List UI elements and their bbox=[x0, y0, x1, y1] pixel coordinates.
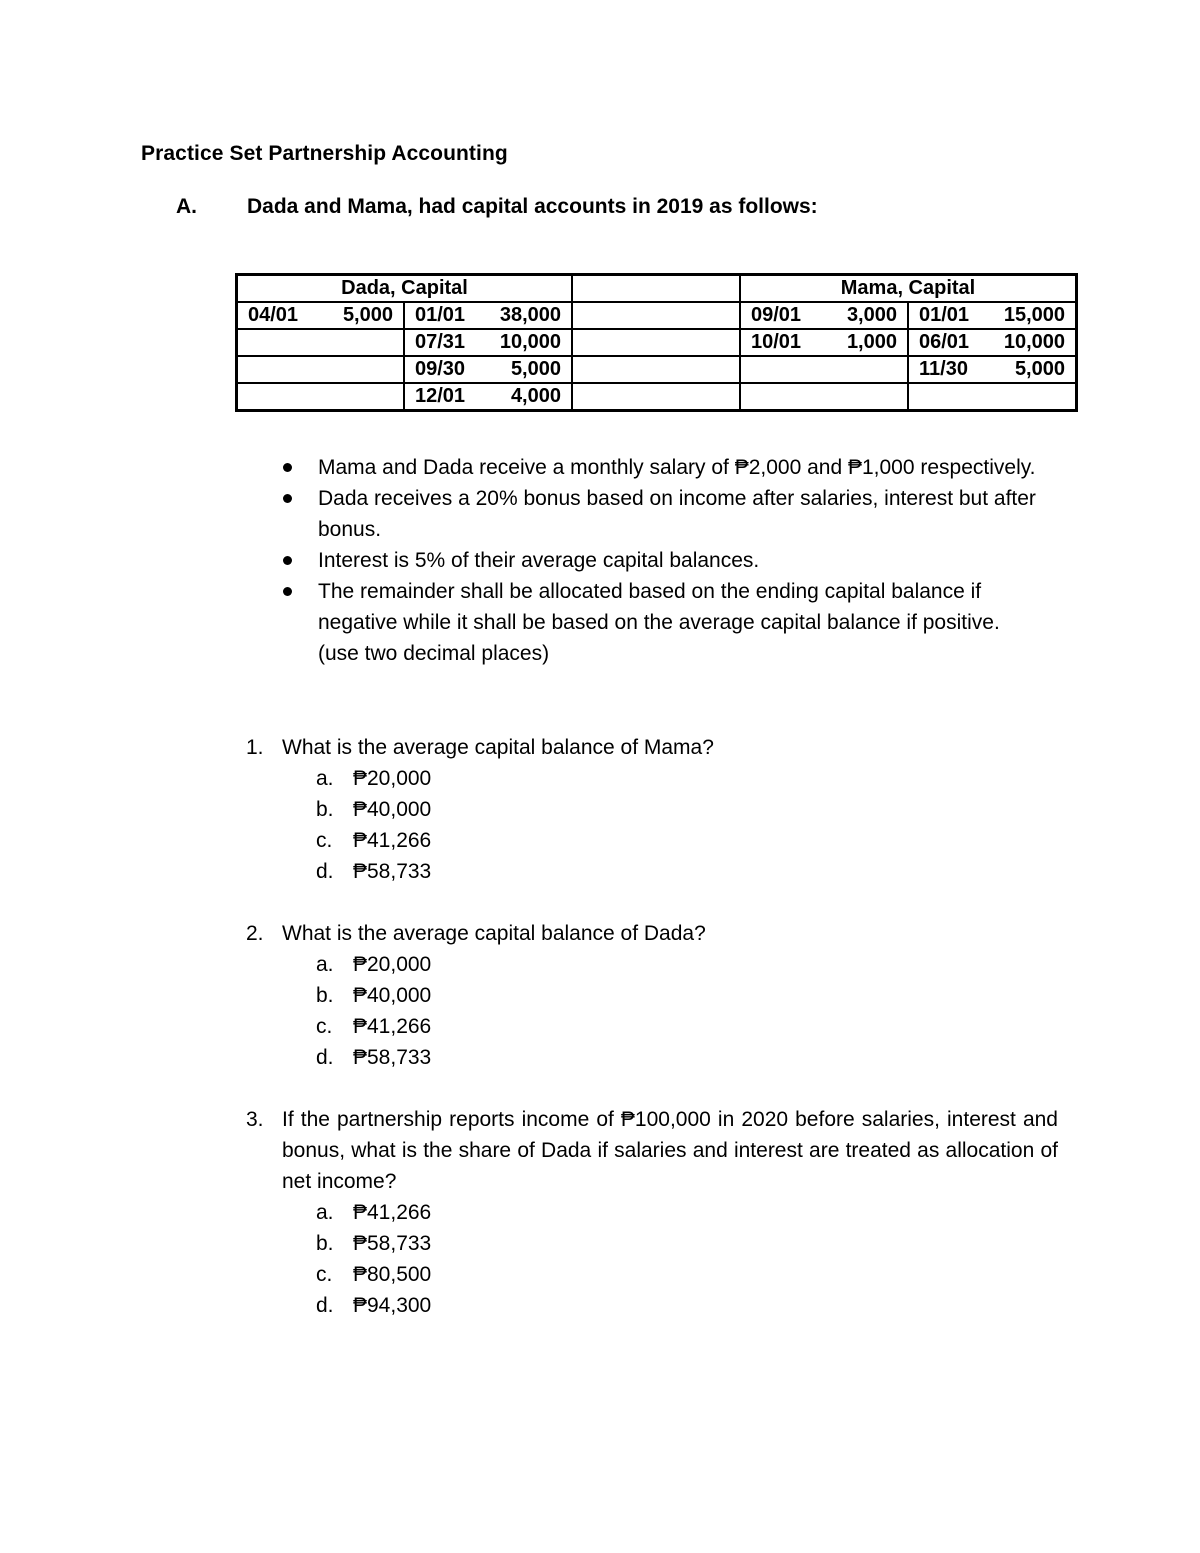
dada-credit-cell bbox=[404, 302, 572, 329]
option-label: c. bbox=[316, 829, 333, 852]
table-row bbox=[237, 356, 1077, 383]
option-text: ₱94,300 bbox=[353, 1294, 432, 1317]
option-text: ₱41,266 bbox=[353, 1015, 432, 1038]
option-text: ₱58,733 bbox=[353, 1232, 432, 1255]
option-text: ₱40,000 bbox=[353, 984, 432, 1007]
mama-credit-cell bbox=[908, 302, 1077, 329]
option-label: d. bbox=[316, 860, 334, 883]
option-text: ₱58,733 bbox=[353, 860, 432, 883]
mama-credit-cell bbox=[908, 329, 1077, 356]
question-3 bbox=[246, 1104, 1058, 1321]
mama-credit-cell bbox=[908, 383, 1077, 411]
dada-credit-cell bbox=[404, 383, 572, 411]
answer-option bbox=[316, 794, 1058, 825]
dada-credit-cell bbox=[404, 356, 572, 383]
section-heading: Dada and Mama, had capital accounts in 2019 as follows: bbox=[247, 195, 818, 218]
entry-date: 06/01 bbox=[919, 331, 970, 353]
bullet-icon bbox=[283, 463, 292, 472]
assumptions-list bbox=[283, 452, 1043, 669]
answer-options bbox=[316, 1197, 1058, 1321]
answer-options bbox=[316, 949, 1058, 1073]
entry-amount: 1,000 bbox=[846, 331, 897, 353]
entry-amount: 15,000 bbox=[1003, 304, 1065, 326]
list-item bbox=[283, 576, 1043, 669]
question-2 bbox=[246, 918, 1058, 1073]
page-title: Practice Set Partnership Accounting bbox=[141, 142, 508, 165]
option-text: ₱58,733 bbox=[353, 1046, 432, 1069]
answer-option bbox=[316, 1197, 1058, 1228]
bullet-text: Dada receives a 20% bonus based on income after salaries, interest but after bonus. bbox=[318, 487, 1036, 541]
option-label: c. bbox=[316, 1015, 333, 1038]
answer-option bbox=[316, 856, 1058, 887]
answer-option bbox=[316, 1042, 1058, 1073]
dada-credit-cell bbox=[404, 329, 572, 356]
mama-debit-cell bbox=[740, 356, 908, 383]
bullet-icon bbox=[283, 556, 292, 565]
capital-accounts-table bbox=[235, 273, 1078, 412]
option-label: a. bbox=[316, 767, 334, 790]
bullet-icon bbox=[283, 494, 292, 503]
answer-option bbox=[316, 1228, 1058, 1259]
option-label: b. bbox=[316, 798, 334, 821]
entry-date: 04/01 bbox=[248, 304, 299, 326]
spacer-cell bbox=[572, 275, 740, 303]
bullet-icon bbox=[283, 587, 292, 596]
option-label: c. bbox=[316, 1263, 333, 1286]
section-letter: A. bbox=[176, 195, 197, 218]
entry-amount: 10,000 bbox=[1003, 331, 1065, 353]
bullet-text: Mama and Dada receive a monthly salary of ₱2,000 and ₱1,000 respectively. bbox=[318, 456, 1036, 479]
option-text: ₱41,266 bbox=[353, 1201, 432, 1224]
dada-debit-cell bbox=[237, 383, 405, 411]
answer-option bbox=[316, 763, 1058, 794]
entry-date: 10/01 bbox=[751, 331, 802, 353]
question-number: 2. bbox=[246, 922, 264, 945]
mama-debit-cell bbox=[740, 329, 908, 356]
bullet-text: Interest is 5% of their average capital balances. bbox=[318, 549, 760, 572]
list-item bbox=[283, 545, 1043, 576]
entry-date: 11/30 bbox=[919, 358, 968, 380]
entry-date: 09/30 bbox=[415, 358, 466, 380]
list-item bbox=[283, 483, 1043, 545]
entry-date: 01/01 bbox=[919, 304, 970, 326]
entry-amount: 38,000 bbox=[499, 304, 561, 326]
answer-option bbox=[316, 1011, 1058, 1042]
entry-amount: 5,000 bbox=[1014, 358, 1065, 380]
answer-options bbox=[316, 763, 1058, 887]
dada-debit-cell bbox=[237, 329, 405, 356]
bullet-text: The remainder shall be allocated based on the ending capital balance if negative while it shall be based on the average capital balance if positive. (use two decimal places) bbox=[318, 580, 1000, 665]
spacer-cell bbox=[572, 329, 740, 356]
entry-date: 01/01 bbox=[415, 304, 466, 326]
spacer-cell bbox=[572, 383, 740, 411]
option-label: d. bbox=[316, 1294, 334, 1317]
dada-capital-header: Dada, Capital bbox=[237, 275, 573, 303]
table-row bbox=[237, 383, 1077, 411]
option-text: ₱41,266 bbox=[353, 829, 432, 852]
option-label: d. bbox=[316, 1046, 334, 1069]
answer-option bbox=[316, 949, 1058, 980]
entry-date: 09/01 bbox=[751, 304, 802, 326]
option-label: b. bbox=[316, 1232, 334, 1255]
table-header-row bbox=[237, 275, 1077, 303]
mama-credit-cell bbox=[908, 356, 1077, 383]
option-label: a. bbox=[316, 953, 334, 976]
option-text: ₱40,000 bbox=[353, 798, 432, 821]
answer-option bbox=[316, 825, 1058, 856]
question-number: 1. bbox=[246, 736, 264, 759]
question-stem: What is the average capital balance of Dada? bbox=[282, 922, 706, 945]
question-1 bbox=[246, 732, 1058, 887]
spacer-cell bbox=[572, 356, 740, 383]
dada-debit-cell bbox=[237, 356, 405, 383]
option-text: ₱80,500 bbox=[353, 1263, 432, 1286]
mama-debit-cell bbox=[740, 302, 908, 329]
table-row bbox=[237, 329, 1077, 356]
option-label: a. bbox=[316, 1201, 334, 1224]
option-text: ₱20,000 bbox=[353, 767, 432, 790]
question-stem: If the partnership reports income of ₱100,000 in 2020 before salaries, interest and bonus, what is the share of Dada if salaries and interest are treated as allocation of net income? bbox=[282, 1108, 1058, 1193]
entry-amount: 5,000 bbox=[342, 304, 393, 326]
entry-date: 12/01 bbox=[415, 385, 466, 407]
answer-option bbox=[316, 1290, 1058, 1321]
list-item bbox=[283, 452, 1043, 483]
question-number: 3. bbox=[246, 1108, 264, 1131]
entry-amount: 3,000 bbox=[846, 304, 897, 326]
dada-debit-cell bbox=[237, 302, 405, 329]
answer-option bbox=[316, 980, 1058, 1011]
option-text: ₱20,000 bbox=[353, 953, 432, 976]
mama-capital-header: Mama, Capital bbox=[740, 275, 1077, 303]
entry-amount: 4,000 bbox=[510, 385, 561, 407]
entry-date: 07/31 bbox=[415, 331, 466, 353]
entry-amount: 5,000 bbox=[510, 358, 561, 380]
mama-debit-cell bbox=[740, 383, 908, 411]
option-label: b. bbox=[316, 984, 334, 1007]
answer-option bbox=[316, 1259, 1058, 1290]
table-row bbox=[237, 302, 1077, 329]
question-stem: What is the average capital balance of Mama? bbox=[282, 736, 714, 759]
entry-amount: 10,000 bbox=[499, 331, 561, 353]
spacer-cell bbox=[572, 302, 740, 329]
